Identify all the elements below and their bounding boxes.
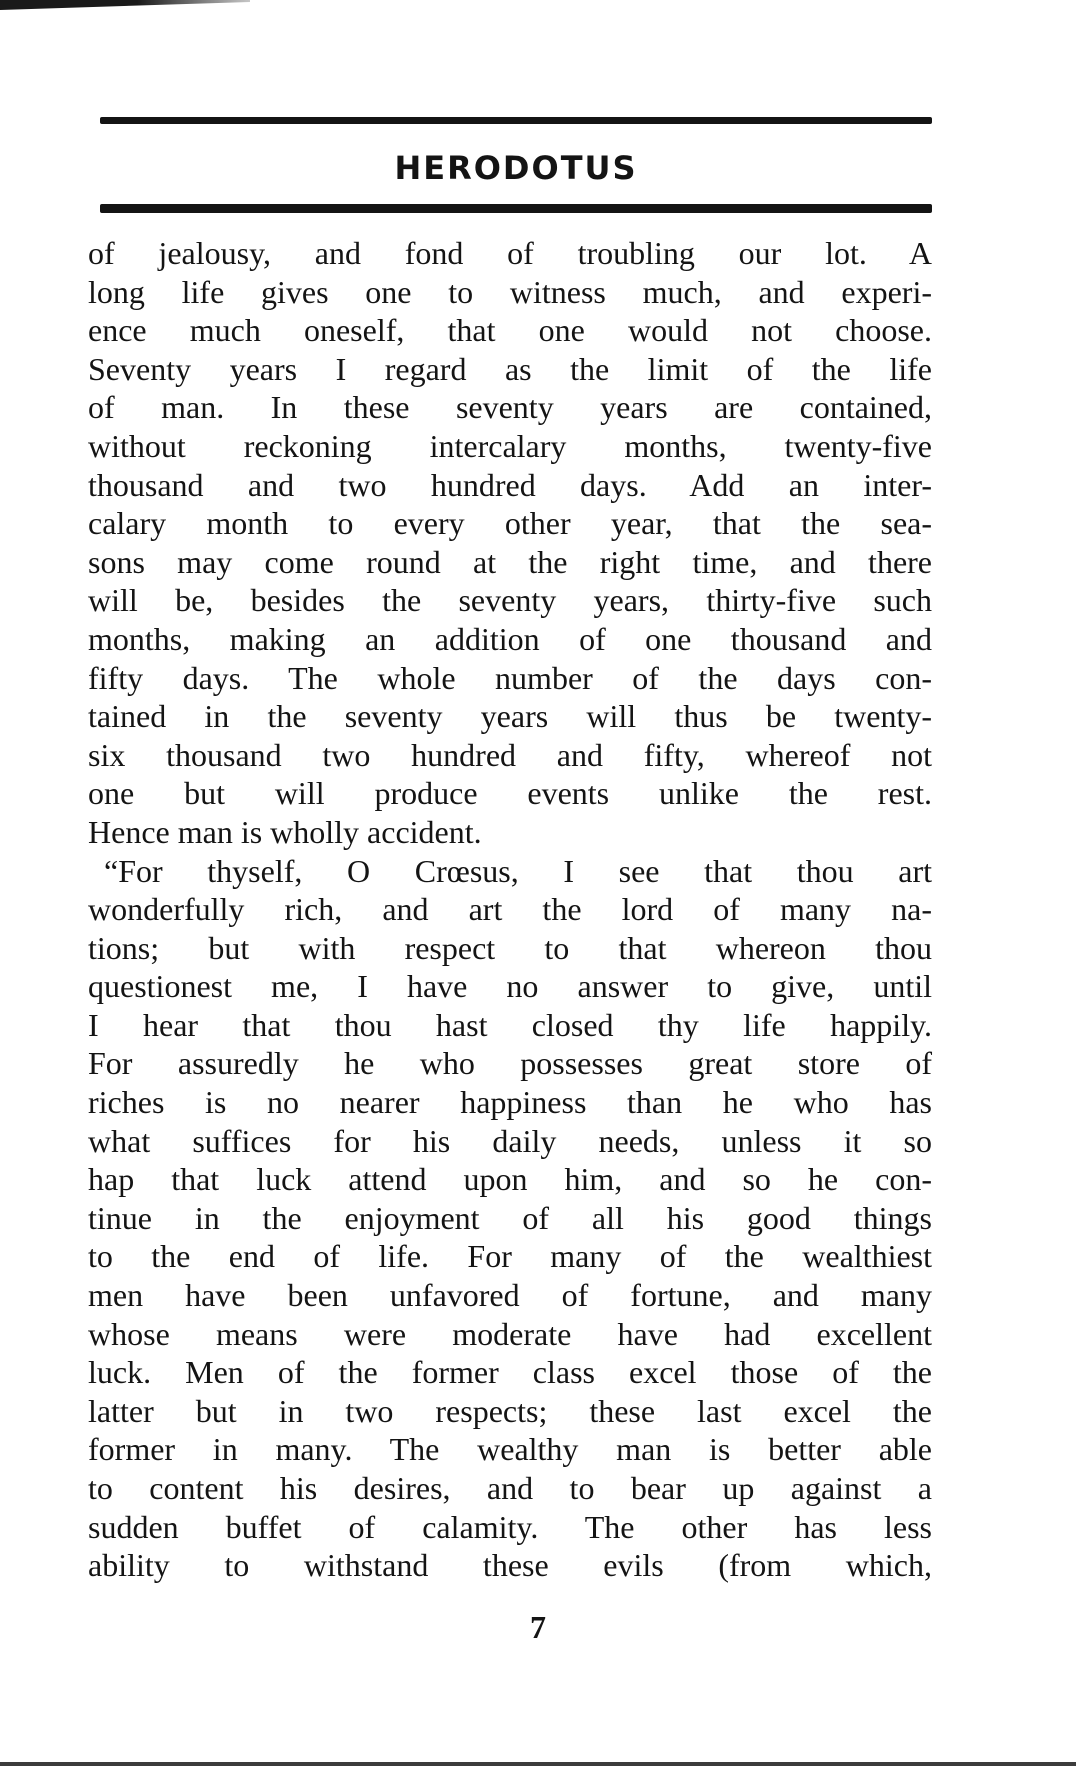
text-line: calary month to every other year, that the sea- (88, 505, 932, 542)
text-line: riches is no nearer happiness than he who has (88, 1084, 932, 1121)
text-line: latter but in two respects; these last excel the (88, 1392, 932, 1429)
text-line: tained in the seventy years will thus be twenty- (88, 698, 932, 735)
text-line: Hence man is wholly accident. (88, 813, 482, 850)
text-line: Seventy years I regard as the limit of the life (88, 350, 932, 387)
text-line: tinue in the enjoyment of all his good things (88, 1199, 932, 1236)
text-line: For assuredly he who possesses great store of (88, 1045, 932, 1082)
text-line: thousand and two hundred days. Add an inter- (88, 466, 932, 503)
text-line: ence much oneself, that one would not choose. (88, 312, 932, 349)
text-line: former in many. The wealthy man is better able (88, 1431, 932, 1468)
running-head: HERODOTUS (394, 149, 638, 187)
text-line: ability to withstand these evils (from which, (88, 1547, 932, 1584)
paragraph-2 (88, 852, 932, 1585)
text-line: wonderfully rich, and art the lord of many na- (88, 891, 932, 928)
text-line: tions; but with respect to that whereon thou (88, 929, 932, 966)
header-rule-bottom (100, 204, 932, 213)
text-line: without reckoning intercalary months, twenty-five (88, 427, 932, 464)
text-line: sons may come round at the right time, and there (88, 543, 932, 580)
text-line: hap that luck attend upon him, and so he con- (88, 1161, 932, 1198)
text-line: luck. Men of the former class excel those of the (88, 1354, 932, 1391)
scan-edge-mark-bottom (0, 1762, 1076, 1766)
text-line: questionest me, I have no answer to give, until (88, 968, 932, 1005)
text-line: whose means were moderate have had excellent (88, 1315, 932, 1352)
text-line: I hear that thou hast closed thy life happily. (88, 1006, 932, 1043)
text-line: sudden buffet of calamity. The other has less (88, 1508, 932, 1545)
paragraph-1 (88, 234, 932, 852)
text-line: men have been unfavored of fortune, and many (88, 1277, 932, 1314)
text-line: will be, besides the seventy years, thirty-five such (88, 582, 932, 619)
text-line: six thousand two hundred and fifty, whereof not (88, 736, 932, 773)
text-line: to content his desires, and to bear up against a (88, 1470, 932, 1506)
text-line: fifty days. The whole number of the days con- (88, 659, 932, 696)
text-line: one but will produce events unlike the rest. (88, 775, 932, 812)
body-text (88, 234, 932, 1585)
scan-edge-mark-top (0, 0, 250, 10)
text-line: to the end of life. For many of the wealthiest (88, 1238, 932, 1275)
text-line: months, making an addition of one thousand and (88, 620, 932, 657)
text-line: of jealousy, and fond of troubling our lot. A (88, 235, 932, 271)
text-line: of man. In these seventy years are contained, (88, 389, 932, 426)
text-line: what suffices for his daily needs, unless it so (88, 1122, 932, 1159)
header-rule-top (100, 117, 932, 124)
page-number: 7 (530, 1609, 546, 1645)
text-line: “For thyself, O Crœsus, I see that thou art (104, 852, 932, 889)
text-line: long life gives one to witness much, and experi- (88, 273, 932, 310)
